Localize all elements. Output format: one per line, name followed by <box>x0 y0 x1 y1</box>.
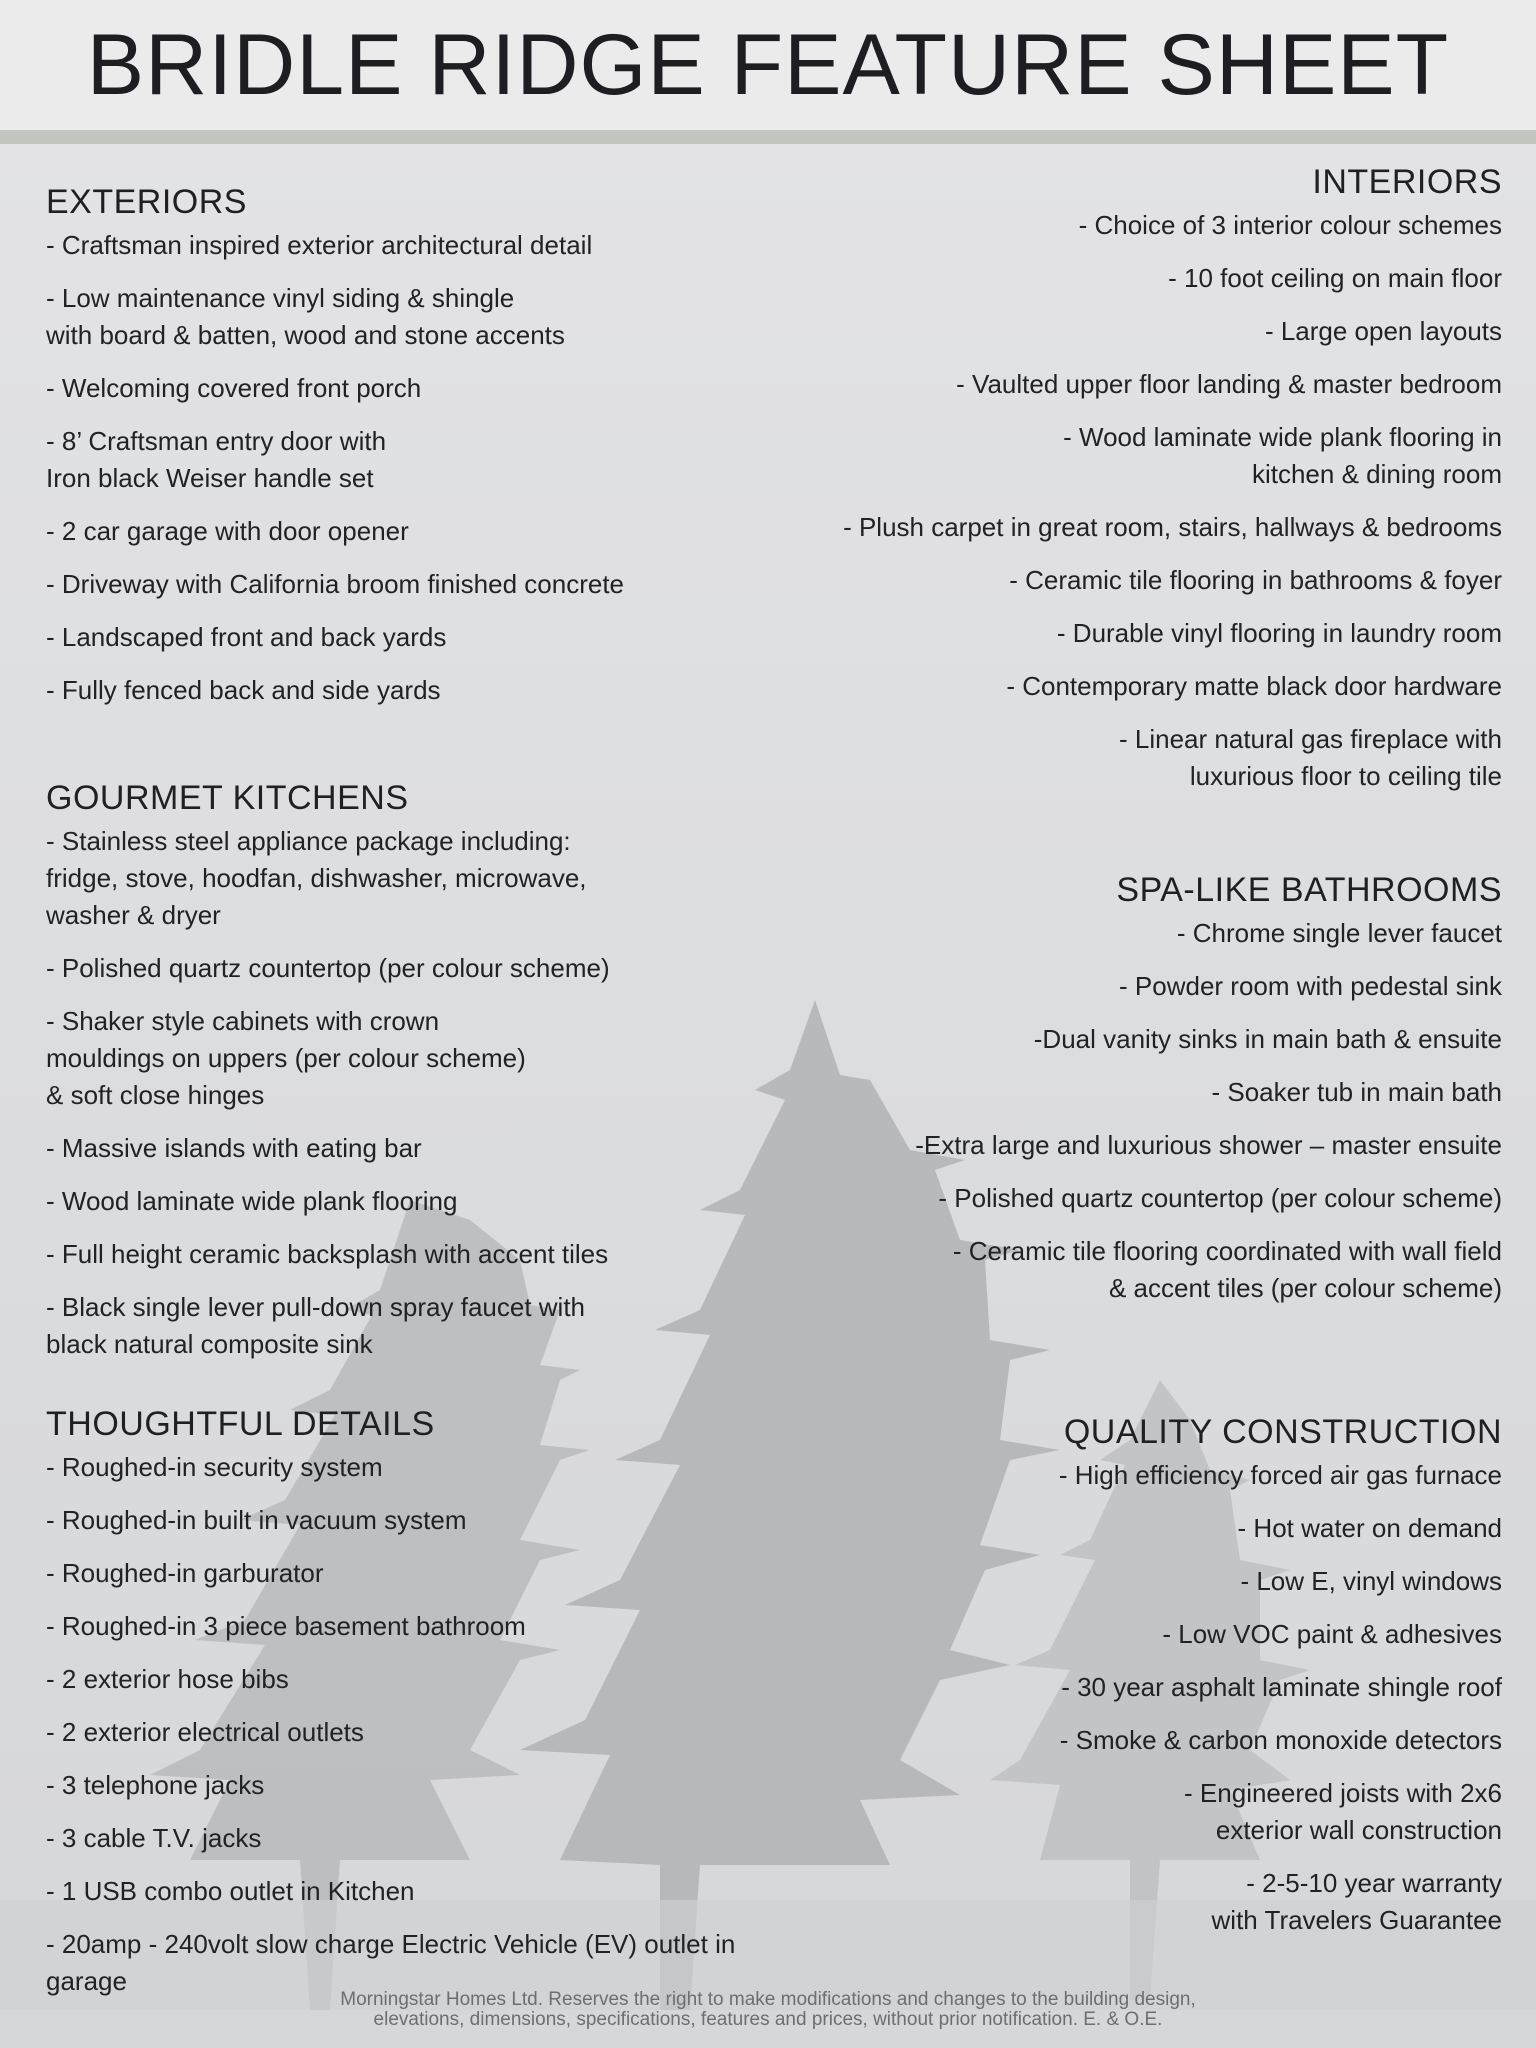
bathrooms-item: -Extra large and luxurious shower – master ensuite <box>915 1129 1502 1160</box>
interiors-item: - Large open layouts <box>1264 315 1502 346</box>
construction-item: - High efficiency forced air gas furnace <box>1058 1459 1502 1490</box>
kitchens-heading: GOURMET KITCHENS <box>46 779 409 817</box>
exteriors-item: - Landscaped front and back yards <box>46 621 447 652</box>
details-item: - 2 exterior hose bibs <box>46 1663 289 1694</box>
construction-item: - Low E, vinyl windows <box>1240 1565 1502 1596</box>
interiors-item: - Durable vinyl flooring in laundry room <box>1056 617 1502 648</box>
exteriors-item: - Craftsman inspired exterior architectural detail <box>46 229 593 260</box>
kitchens-item: - Wood laminate wide plank flooring <box>46 1185 458 1216</box>
exteriors-item: - Welcoming covered front porch <box>46 372 422 403</box>
details-item: - 20amp - 240volt slow charge Electric Vehicle (EV) outlet in garage <box>46 1928 736 1996</box>
bathrooms-item: - Soaker tub in main bath <box>1211 1076 1502 1107</box>
kitchens-item: - Black single lever pull-down spray faucet with black natural composite sink <box>46 1291 586 1359</box>
bathrooms-heading: SPA-LIKE BATHROOMS <box>1116 871 1502 909</box>
interiors-item: - Contemporary matte black door hardware <box>1006 670 1502 701</box>
header-divider <box>0 130 1536 144</box>
quality-construction-section <box>742 1412 1502 1955</box>
details-item: - Roughed-in security system <box>46 1451 383 1482</box>
kitchens-item: - Polished quartz countertop (per colour scheme) <box>46 952 610 983</box>
spa-like-bathrooms-section <box>742 870 1502 1323</box>
construction-item: - Low VOC paint & adhesives <box>1162 1618 1502 1649</box>
header-band <box>0 0 1536 130</box>
exteriors-item: - Low maintenance vinyl siding & shingle with board & batten, wood and stone accents <box>46 282 565 350</box>
page-title: BRIDLE RIDGE FEATURE SHEET <box>86 17 1450 113</box>
construction-item: - Engineered joists with 2x6 exterior wall construction <box>1184 1777 1502 1845</box>
details-item: - 2 exterior electrical outlets <box>46 1716 364 1747</box>
details-item: - 1 USB combo outlet in Kitchen <box>46 1875 415 1906</box>
bathrooms-item: -Dual vanity sinks in main bath & ensuite <box>1033 1023 1502 1054</box>
thoughtful-details-section <box>46 1404 806 2016</box>
interiors-item: - Plush carpet in great room, stairs, hallways & bedrooms <box>843 511 1502 542</box>
kitchens-item: - Shaker style cabinets with crown mouldings on uppers (per colour scheme) & soft close hinges <box>46 1005 526 1110</box>
details-item: - Roughed-in built in vacuum system <box>46 1504 467 1535</box>
kitchens-item: - Stainless steel appliance package including: fridge, stove, hoodfan, dishwasher, microwave, washer & dryer <box>46 825 587 930</box>
construction-item: - 2-5-10 year warranty with Travelers Guarantee <box>1211 1867 1502 1935</box>
details-item: - Roughed-in garburator <box>46 1557 324 1588</box>
exteriors-item: - 8’ Craftsman entry door with Iron black Weiser handle set <box>46 425 387 493</box>
interiors-section <box>742 162 1502 811</box>
details-item: - 3 cable T.V. jacks <box>46 1822 262 1853</box>
exteriors-section <box>46 182 806 725</box>
bathrooms-item: - Ceramic tile flooring coordinated with wall field & accent tiles (per colour scheme) <box>952 1235 1502 1303</box>
exteriors-item: - 2 car garage with door opener <box>46 515 409 546</box>
interiors-item: - Choice of 3 interior colour schemes <box>1078 209 1502 240</box>
bathrooms-item: - Powder room with pedestal sink <box>1119 970 1502 1001</box>
interiors-item: - Linear natural gas fireplace with luxurious floor to ceiling tile <box>1119 723 1502 791</box>
interiors-item: - Wood laminate wide plank flooring in kitchen & dining room <box>1063 421 1502 489</box>
details-heading: THOUGHTFUL DETAILS <box>46 1405 435 1443</box>
details-item: - 3 telephone jacks <box>46 1769 265 1800</box>
gourmet-kitchens-section <box>46 778 806 1379</box>
construction-item: - Smoke & carbon monoxide detectors <box>1059 1724 1502 1755</box>
bathrooms-item: - Polished quartz countertop (per colour scheme) <box>938 1182 1502 1213</box>
exteriors-item: - Driveway with California broom finished concrete <box>46 568 625 599</box>
interiors-item: - Ceramic tile flooring in bathrooms & foyer <box>1009 564 1502 595</box>
legal-disclaimer: Morningstar Homes Ltd. Reserves the right to make modifications and changes to the building design, elevations, dimensions, specifications, features and prices, without prior notification. E. & O.E. <box>340 1989 1196 2030</box>
details-item: - Roughed-in 3 piece basement bathroom <box>46 1610 526 1641</box>
construction-item: - Hot water on demand <box>1237 1512 1502 1543</box>
interiors-item: - Vaulted upper floor landing & master bedroom <box>956 368 1502 399</box>
bathrooms-item: - Chrome single lever faucet <box>1176 917 1502 948</box>
kitchens-item: - Massive islands with eating bar <box>46 1132 422 1163</box>
construction-heading: QUALITY CONSTRUCTION <box>1063 1413 1502 1451</box>
interiors-item: - 10 foot ceiling on main floor <box>1168 262 1502 293</box>
exteriors-heading: EXTERIORS <box>46 183 247 221</box>
construction-item: - 30 year asphalt laminate shingle roof <box>1061 1671 1502 1702</box>
exteriors-item: - Fully fenced back and side yards <box>46 674 441 705</box>
interiors-heading: INTERIORS <box>1312 163 1502 201</box>
kitchens-item: - Full height ceramic backsplash with accent tiles <box>46 1238 609 1269</box>
